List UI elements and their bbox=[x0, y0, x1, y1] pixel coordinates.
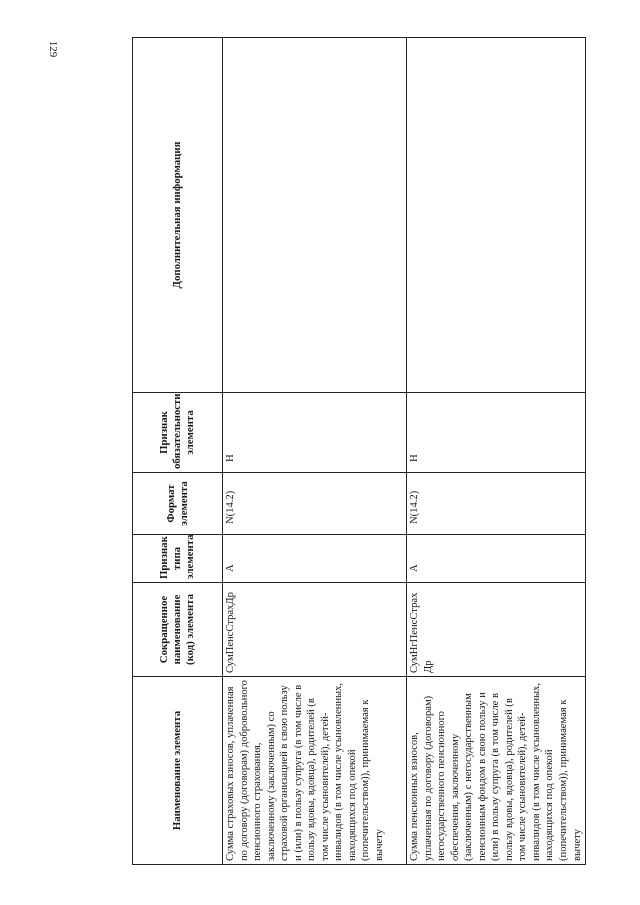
header-element-required: Признак обязательности элемента bbox=[133, 393, 223, 473]
cell-required: Н bbox=[223, 393, 407, 473]
cell-code: СумНгПенсСтрахДр bbox=[407, 583, 586, 677]
table-row bbox=[407, 38, 586, 865]
cell-info bbox=[407, 38, 586, 393]
rotated-table-area bbox=[132, 38, 583, 865]
header-element-code: Сокращенное наименование (код) элемента bbox=[133, 583, 223, 677]
header-additional-info: Дополнительная информация bbox=[133, 38, 223, 393]
table-header-row bbox=[133, 38, 223, 865]
cell-info bbox=[223, 38, 407, 393]
header-element-format: Формат элемента bbox=[133, 473, 223, 535]
header-element-type: Признак типа элемента bbox=[133, 535, 223, 583]
elements-table bbox=[132, 37, 586, 865]
page-number: 129 bbox=[47, 40, 59, 58]
table-row bbox=[223, 38, 407, 865]
table-wrapper bbox=[132, 38, 583, 865]
cell-name: Сумма пенсионных взносов, уплаченная по договору (договорам) негосударственного пенсионного обеспечения, заключенному (заключенным) с негосударственным пенсионным фондом в свою пользу и (или) в пользу супруга (в том числе в пользу вдовы, вдовца), родителей (в том числе усыновителей), детей-инвалидов (в том числе усыновленных, находящихся под опекой (попечительством)), принимаемая к вычету bbox=[407, 677, 586, 865]
cell-code: СумПенсСтрахДр bbox=[223, 583, 407, 677]
cell-format: N(14.2) bbox=[223, 473, 407, 535]
cell-required: Н bbox=[407, 393, 586, 473]
header-element-name: Наименование элемента bbox=[133, 677, 223, 865]
cell-format: N(14.2) bbox=[407, 473, 586, 535]
cell-name: Сумма страховых взносов, уплаченная по договору (договорам) добровольного пенсионного страхования, заключенному (заключенным) со страховой организацией в свою пользу и (или) в пользу супруга (в том числе в пользу вдовы, вдовца), родителей (в том числе усыновителей), детей-инвалидов (в том числе усыновленных, находящихся под опекой (попечительством)), принимаемая к вычету bbox=[223, 677, 407, 865]
cell-type: А bbox=[407, 535, 586, 583]
cell-type: А bbox=[223, 535, 407, 583]
